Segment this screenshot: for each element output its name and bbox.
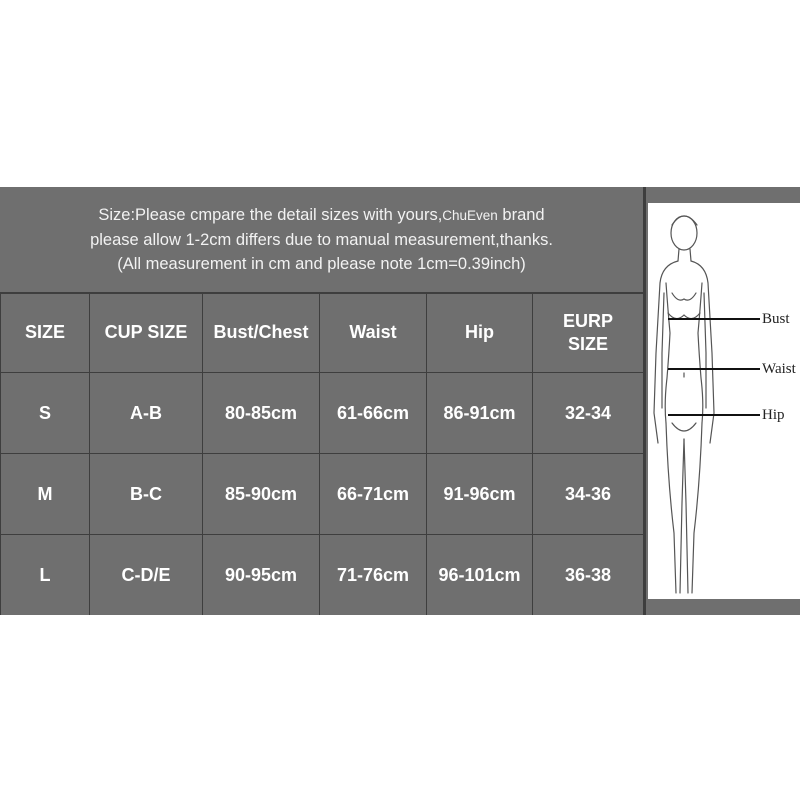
header-cup-size: CUP SIZE <box>90 293 203 373</box>
header-waist: Waist <box>320 293 427 373</box>
header-eurp-size-label: EURP SIZE <box>562 310 613 354</box>
table-row <box>1 535 644 616</box>
cell-bust: 80-85cm <box>203 373 320 454</box>
hip-label: Hip <box>762 407 785 423</box>
note-line-3: (All measurement in cm and please note 1cm=0.39inch) <box>117 255 526 273</box>
note-line-1 <box>98 203 544 228</box>
blank-background <box>0 615 800 800</box>
cell-size: M <box>1 454 90 535</box>
table-row <box>1 373 644 454</box>
body-figure-panel <box>648 203 800 599</box>
size-table <box>0 292 644 616</box>
body-outline-illustration <box>648 203 800 599</box>
note-line-1-prefix: Size:Please cmpare the detail sizes with yours, <box>98 206 443 224</box>
cell-cup-size: B-C <box>90 454 203 535</box>
header-size: SIZE <box>1 293 90 373</box>
cell-bust: 85-90cm <box>203 454 320 535</box>
cell-hip: 86-91cm <box>427 373 533 454</box>
cell-eurp-size: 36-38 <box>533 535 644 616</box>
cell-cup-size: C-D/E <box>90 535 203 616</box>
cell-waist: 61-66cm <box>320 373 427 454</box>
header-bust-chest: Bust/Chest <box>203 293 320 373</box>
size-chart <box>0 187 800 615</box>
cell-eurp-size: 32-34 <box>533 373 644 454</box>
cell-eurp-size: 34-36 <box>533 454 644 535</box>
waist-label: Waist <box>762 361 796 377</box>
measurement-note <box>0 187 643 294</box>
note-line-2: please allow 1-2cm differs due to manual measurement,thanks. <box>90 231 553 249</box>
cell-waist: 66-71cm <box>320 454 427 535</box>
cell-bust: 90-95cm <box>203 535 320 616</box>
header-row <box>1 293 644 373</box>
brand-name: ChuEven <box>442 208 498 223</box>
cell-hip: 96-101cm <box>427 535 533 616</box>
panel-divider <box>643 187 646 615</box>
cell-size: L <box>1 535 90 616</box>
header-eurp-size <box>533 293 644 373</box>
cell-waist: 71-76cm <box>320 535 427 616</box>
bust-label: Bust <box>762 311 790 327</box>
note-line-1-suffix: brand <box>497 206 545 224</box>
cell-hip: 91-96cm <box>427 454 533 535</box>
table-row <box>1 454 644 535</box>
cell-size: S <box>1 373 90 454</box>
body-outline <box>654 216 714 593</box>
cell-cup-size: A-B <box>90 373 203 454</box>
header-hip: Hip <box>427 293 533 373</box>
